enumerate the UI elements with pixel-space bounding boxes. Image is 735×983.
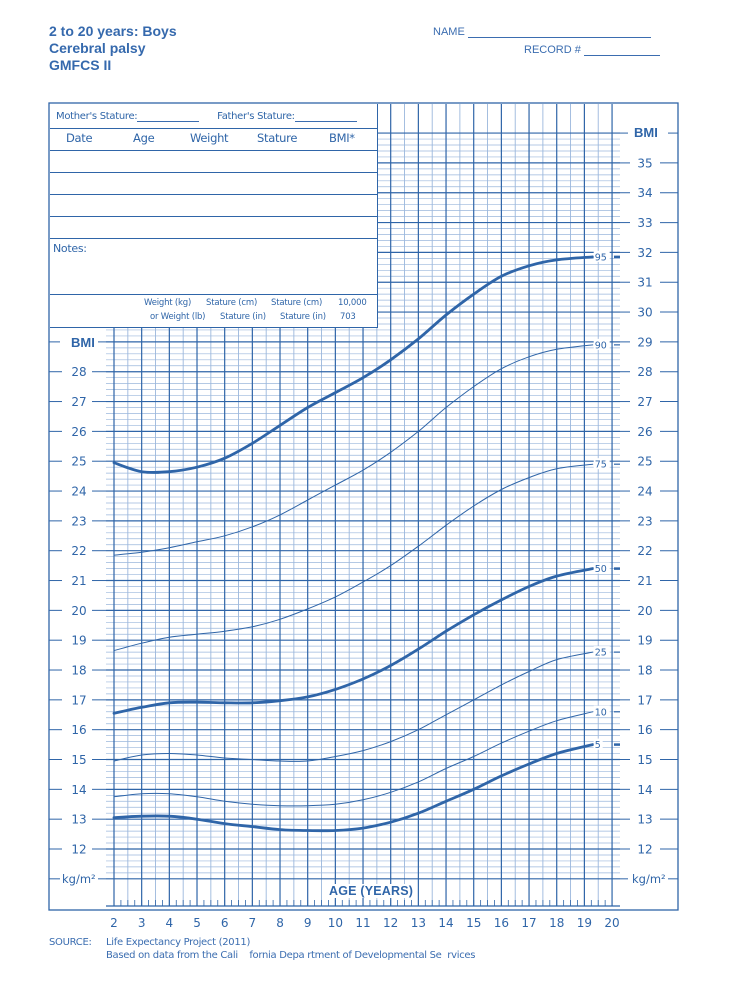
formula-weight-kg: Weight (kg) [144,298,192,308]
source-line-1: Life Expectancy Project (2011) [106,937,251,948]
y-axis-label-right: BMI [631,125,661,140]
parent-stature-row [56,111,357,122]
record-label: RECORD # [524,44,581,56]
col-weight: Weight [190,131,229,145]
percentile-curves [114,251,620,831]
svg-text:10: 10 [327,916,344,930]
svg-text:28: 28 [637,365,653,380]
percentile-curve-25 [114,652,593,761]
svg-text:27: 27 [71,395,87,410]
x-axis-label: AGE (YEARS) [326,884,416,898]
svg-text:19: 19 [71,633,87,648]
svg-text:13: 13 [71,812,87,827]
percentile-label-95: 95 [594,252,607,264]
svg-text:12: 12 [71,842,87,857]
percentile-label-50: 50 [594,564,607,576]
svg-text:13: 13 [410,916,427,930]
svg-text:18: 18 [637,663,653,678]
svg-text:17: 17 [521,916,537,930]
svg-text:7: 7 [248,916,257,930]
formula-stature-in-1: Stature (in) [220,312,266,322]
fathers-stature-field[interactable] [295,111,357,122]
svg-text:34: 34 [637,186,653,201]
title-line-3: GMFCS II [49,57,112,73]
title-line-1: 2 to 20 years: Boys [49,23,177,39]
percentile-curve-50 [114,569,593,714]
percentile-label-90: 90 [594,340,607,352]
mothers-stature-field[interactable] [137,111,199,122]
svg-text:33: 33 [637,216,653,231]
notes-area[interactable] [50,238,377,295]
svg-text:20: 20 [604,916,620,930]
svg-text:22: 22 [71,544,87,559]
svg-text:14: 14 [71,782,87,797]
percentile-label-5: 5 [594,740,601,752]
svg-text:15: 15 [71,753,87,768]
mothers-stature-label: Mother's Stature: [56,111,138,122]
svg-text:17: 17 [637,693,653,708]
col-date: Date [66,131,93,145]
formula-factor-imperial: 703 [340,312,356,322]
col-age: Age [133,131,155,145]
svg-text:9: 9 [303,916,312,930]
svg-text:25: 25 [637,454,653,469]
y-unit-right: kg/m² [632,872,666,886]
svg-text:16: 16 [637,723,653,738]
formula-factor-metric: 10,000 [338,298,367,308]
formula-stature-in-2: Stature (in) [280,312,326,322]
percentile-curve-10 [114,712,593,806]
table-row-4[interactable] [50,216,377,239]
svg-text:22: 22 [637,544,653,559]
formula-stature-cm-1: Stature (cm) [206,298,258,308]
svg-text:20: 20 [71,603,87,618]
percentile-label-10: 10 [594,707,607,719]
svg-text:8: 8 [276,916,284,930]
svg-text:3: 3 [137,916,146,930]
svg-text:31: 31 [637,275,653,290]
table-row-1[interactable] [50,150,377,173]
svg-text:16: 16 [71,723,87,738]
percentile-curve-5 [114,745,593,831]
svg-text:23: 23 [71,514,87,529]
svg-text:18: 18 [71,663,87,678]
svg-text:30: 30 [637,305,653,320]
svg-text:21: 21 [71,574,87,589]
svg-text:27: 27 [637,395,653,410]
svg-text:5: 5 [193,916,201,930]
svg-text:32: 32 [637,245,653,260]
percentile-curve-90 [114,345,593,555]
table-row-2[interactable] [50,172,377,195]
svg-text:26: 26 [71,424,87,439]
svg-text:12: 12 [383,916,399,930]
svg-text:15: 15 [466,916,482,930]
svg-text:28: 28 [71,365,87,380]
table-header-row [50,131,377,149]
svg-text:4: 4 [165,916,174,930]
svg-text:14: 14 [637,782,653,797]
svg-text:20: 20 [637,603,653,618]
svg-text:6: 6 [220,916,229,930]
svg-text:23: 23 [637,514,653,529]
notes-label: Notes: [53,242,87,255]
svg-text:12: 12 [637,842,653,857]
formula-weight-lb: or Weight (lb) [150,312,206,322]
name-label: NAME [433,26,465,38]
bmi-formula [50,298,377,328]
col-bmi: BMI* [329,131,355,145]
percentile-label-75: 75 [594,459,607,471]
table-row-3[interactable] [50,194,377,217]
source-label: SOURCE: [49,937,92,948]
svg-text:18: 18 [549,916,565,930]
col-stature: Stature [257,131,298,145]
svg-text:19: 19 [637,633,653,648]
svg-text:15: 15 [637,753,653,768]
formula-stature-cm-2: Stature (cm) [271,298,323,308]
svg-text:16: 16 [493,916,510,930]
svg-text:25: 25 [71,454,87,469]
svg-text:24: 24 [637,484,653,499]
svg-text:26: 26 [637,424,653,439]
percentile-label-25: 25 [594,647,607,659]
title-line-2: Cerebral palsy [49,40,146,56]
y-axis-label-left: BMI [68,335,98,350]
svg-text:21: 21 [637,574,653,589]
svg-text:17: 17 [71,693,87,708]
svg-text:11: 11 [355,916,371,930]
svg-text:24: 24 [71,484,87,499]
source-line-2: Based on data from the Cali fornia Depa rtment of Developmental Se rvices [106,950,476,961]
record-table [50,104,378,328]
svg-text:29: 29 [637,335,653,350]
svg-text:2: 2 [110,916,118,930]
y-unit-left: kg/m² [62,872,96,886]
svg-text:35: 35 [637,156,653,171]
svg-text:19: 19 [576,916,593,930]
svg-text:13: 13 [637,812,653,827]
fathers-stature-label: Father's Stature: [217,111,295,122]
svg-text:14: 14 [438,916,454,930]
